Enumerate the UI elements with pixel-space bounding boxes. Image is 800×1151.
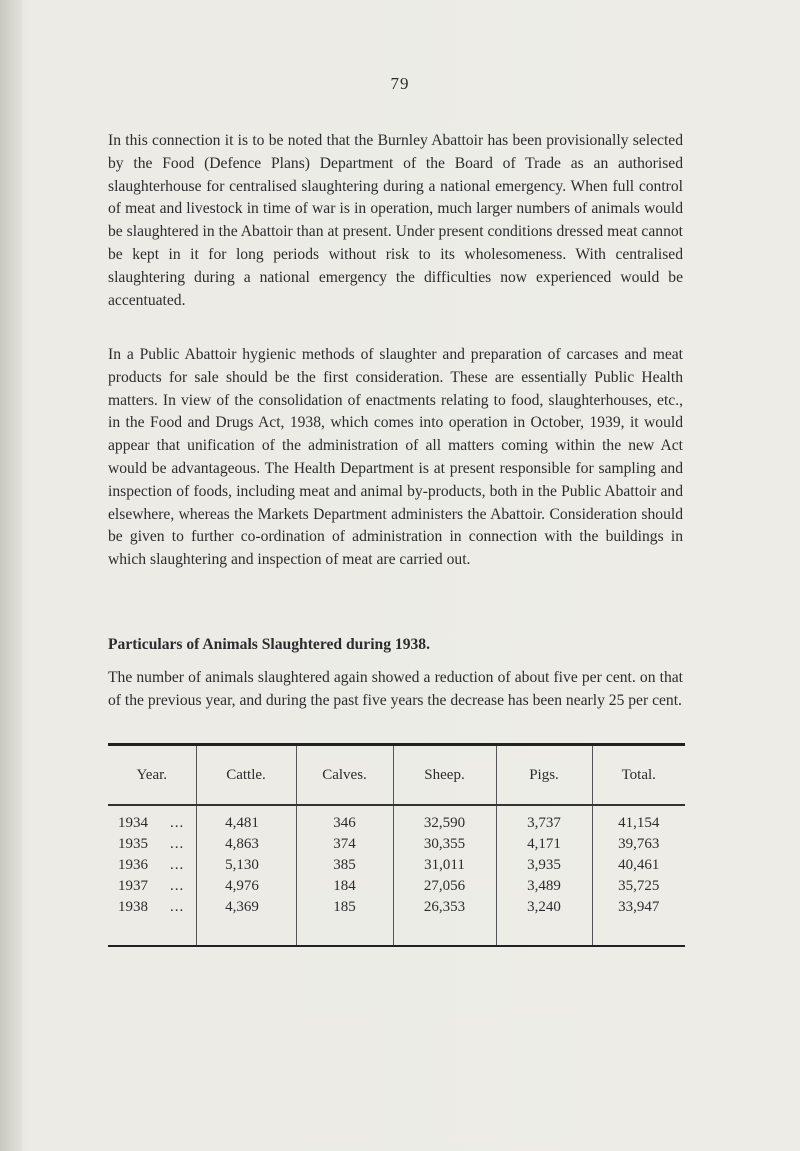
slaughter-table-container bbox=[108, 743, 685, 947]
table-row bbox=[108, 899, 685, 945]
cell-calves: 374 bbox=[296, 836, 393, 857]
cell-calves: 346 bbox=[296, 806, 393, 836]
cell-total: 40,461 bbox=[592, 857, 685, 878]
cell-pigs: 3,240 bbox=[496, 899, 592, 945]
table-row bbox=[108, 857, 685, 878]
cell-pigs: 3,935 bbox=[496, 857, 592, 878]
table-header-row bbox=[108, 746, 685, 804]
paragraph-abattoir-emergency: In this connection it is to be noted that the Burnley Abattoir has been provisionally selected by the Food (Defence Plans) Department of the Board of Trade as an authorised slaughterhouse for centralised slaughtering during a national emergency. When full control of meat and livestock in time of war is in operation, much larger numbers of animals would be slaughtered in the Abattoir than at present. Under present conditions dressed meat cannot be kept in it for long periods without risk to its wholesomeness. With centralised slaughtering during a national emergency the difficulties now experienced would be accentuated. bbox=[108, 132, 683, 309]
section-heading: Particulars of Animals Slaughtered during 1938. bbox=[108, 636, 431, 653]
slaughter-table bbox=[108, 746, 685, 945]
cell-total: 39,763 bbox=[592, 836, 685, 857]
cell-year: 1935 bbox=[118, 835, 148, 852]
cell-cattle: 4,976 bbox=[196, 878, 296, 899]
cell-cattle: 5,130 bbox=[196, 857, 296, 878]
cell-year: 1936 bbox=[118, 856, 148, 873]
page-number: 79 bbox=[390, 74, 410, 93]
paragraph-slaughter-numbers: The number of animals slaughtered again showed a reduction of about five per cent. on that of the previous year, and during the past five years the decrease has been nearly 25 per cent. bbox=[108, 669, 683, 709]
cell-calves: 184 bbox=[296, 878, 393, 899]
cell-sheep: 32,590 bbox=[393, 806, 496, 836]
header-cattle: Cattle. bbox=[196, 746, 296, 804]
cell-cattle: 4,863 bbox=[196, 836, 296, 857]
cell-sheep: 26,353 bbox=[393, 899, 496, 945]
cell-year: 1938 bbox=[118, 898, 148, 915]
cell-cattle: 4,369 bbox=[196, 899, 296, 945]
cell-total: 33,947 bbox=[592, 899, 685, 945]
cell-pigs: 3,489 bbox=[496, 878, 592, 899]
cell-year: 1937 bbox=[118, 877, 148, 894]
table-bottom-rule bbox=[108, 945, 685, 948]
cell-calves: 385 bbox=[296, 857, 393, 878]
table-row bbox=[108, 836, 685, 857]
paragraph-public-abattoir-hygiene: In a Public Abattoir hygienic methods of slaughter and preparation of carcases and meat products for sale should be the first consideration. These are essentially Public Health matters. In view of the consolidation of enactments relating to food, slaughterhouses, etc., in the Food and Drugs Act, 1938, which comes into operation in October, 1939, it would appear that unification of the administration of all matters coming within the new Act would be advantageous. The Health Department is at present responsible for sampling and inspection of foods, including meat and animal by-products, both in the Public Abattoir and elsewhere, whereas the Markets Department administers the Abattoir. Consideration should be given to further co-ordination of administration in connection with the buildings in which slaughtering and inspection of meat are carried out. bbox=[108, 346, 683, 569]
page-gutter-shadow bbox=[0, 0, 22, 1151]
leader-dots: ... bbox=[170, 835, 185, 852]
cell-pigs: 4,171 bbox=[496, 836, 592, 857]
header-pigs: Pigs. bbox=[496, 746, 592, 804]
cell-total: 35,725 bbox=[592, 878, 685, 899]
cell-cattle: 4,481 bbox=[196, 806, 296, 836]
header-total: Total. bbox=[592, 746, 685, 804]
cell-total: 41,154 bbox=[592, 806, 685, 836]
leader-dots: ... bbox=[170, 877, 185, 894]
cell-pigs: 3,737 bbox=[496, 806, 592, 836]
table-row bbox=[108, 878, 685, 899]
cell-sheep: 27,056 bbox=[393, 878, 496, 899]
cell-sheep: 30,355 bbox=[393, 836, 496, 857]
header-sheep: Sheep. bbox=[393, 746, 496, 804]
header-calves: Calves. bbox=[296, 746, 393, 804]
cell-sheep: 31,011 bbox=[393, 857, 496, 878]
leader-dots: ... bbox=[170, 856, 185, 873]
header-year: Year. bbox=[136, 766, 168, 783]
cell-calves: 185 bbox=[296, 899, 393, 945]
leader-dots: ... bbox=[170, 814, 185, 831]
cell-year: 1934 bbox=[118, 814, 148, 831]
table-row bbox=[108, 806, 685, 836]
leader-dots: ... bbox=[170, 898, 185, 915]
